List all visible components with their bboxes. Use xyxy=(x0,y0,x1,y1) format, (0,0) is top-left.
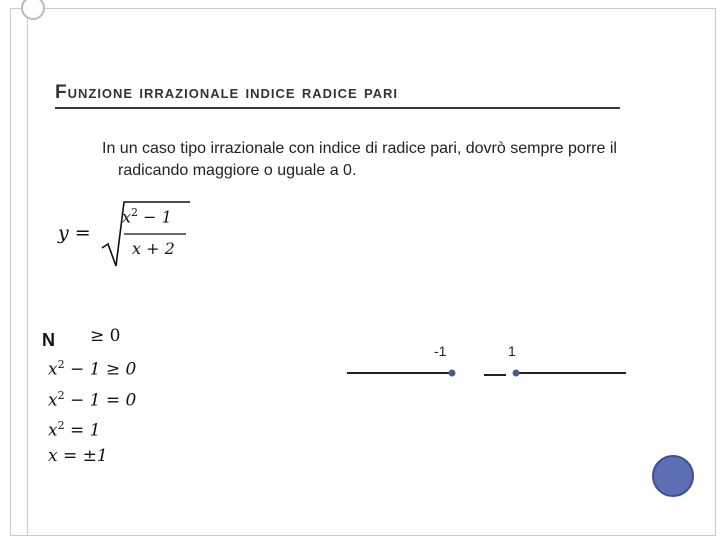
formula-denominator: x + 2 xyxy=(132,239,175,258)
slide-body-text: In un caso tipo irrazionale con indice di radice pari, dovrò sempre porre il radicando maggiore o uguale a 0. xyxy=(102,140,617,179)
solution-step-1: $x^2 - 1 \ge 0$ xyxy=(48,358,137,380)
solution-step-2: $x^2 - 1 = 0$ xyxy=(48,388,137,411)
tick-label-minus-one: -1 xyxy=(434,343,447,359)
formula-numerator: $x^2 - 1$ xyxy=(122,206,172,227)
solution-step-3: $x^2 = 1$ xyxy=(48,419,101,441)
numerator-condition: ≥ 0 xyxy=(90,326,121,346)
numerator-label: N xyxy=(42,330,55,350)
tick-label-one: 1 xyxy=(508,343,516,359)
slide-title: Funzione irrazionale indice radice pari xyxy=(55,82,399,103)
solution-steps xyxy=(48,352,136,469)
decorative-circle xyxy=(652,455,694,497)
solution-step-4: x = ±1 xyxy=(48,445,108,466)
slide-left-band xyxy=(10,8,28,536)
formula-lhs: y = xyxy=(58,222,91,244)
title-underline xyxy=(55,107,620,109)
